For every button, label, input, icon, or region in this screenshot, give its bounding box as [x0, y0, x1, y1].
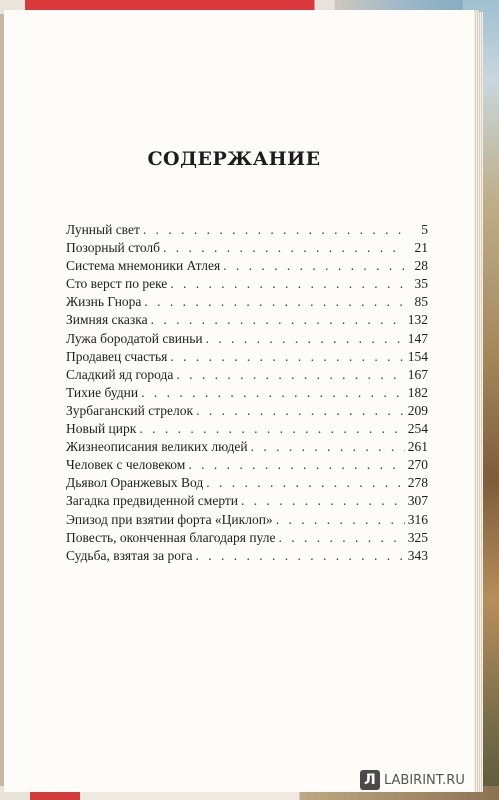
- toc-entry: [66, 222, 428, 240]
- toc-entry: [66, 439, 428, 457]
- toc-entry-page: 35: [414, 276, 428, 292]
- page-stack-edge: [474, 12, 483, 792]
- toc-dot-leader: [143, 222, 405, 238]
- toc-entry-title: Загадка предвиденной смерти: [66, 493, 239, 509]
- toc-entry-title: Дьявол Оранжевых Вод: [66, 475, 204, 491]
- toc-entry: [66, 385, 428, 403]
- toc-entry-title: Лунный свет: [66, 222, 140, 237]
- toc-entry: [66, 530, 428, 548]
- toc-entry-page: 132: [407, 312, 428, 328]
- toc-entry: [66, 349, 428, 367]
- toc-dot-leader: [206, 331, 405, 347]
- toc-entry-title: Тихие будни: [66, 384, 139, 400]
- labirint-logo-icon: [360, 770, 380, 790]
- toc-entry-title: Судьба, взятая за рога: [66, 547, 193, 563]
- toc-dot-leader: [163, 240, 405, 256]
- toc-entry: [66, 548, 428, 566]
- toc-entry-page: 307: [407, 493, 428, 509]
- toc-dot-leader: [170, 349, 404, 365]
- toc-dot-leader: [170, 276, 405, 292]
- toc-entry-page: 316: [407, 511, 428, 527]
- toc-dot-leader: [241, 493, 405, 509]
- toc-entry: [66, 512, 428, 530]
- toc-dot-leader: [151, 312, 405, 328]
- toc-entry-title: Лужа бородатой свиньи: [66, 330, 203, 346]
- toc-entry-title: Новый цирк: [66, 421, 137, 437]
- toc-entry: [66, 421, 428, 439]
- toc-entry: [66, 403, 428, 421]
- toc-entry-page: 28: [414, 258, 428, 274]
- toc-entry-title: Система мнемоники Атлея: [66, 258, 221, 274]
- toc-entry-page: 325: [407, 529, 428, 545]
- toc-entry: [66, 493, 428, 511]
- toc-entry-page: 21: [414, 240, 428, 256]
- table-of-contents: [66, 222, 428, 566]
- toc-entry-title: Повесть, оконченная благодаря пуле: [66, 529, 276, 545]
- toc-entry-title: Сто верст по реке: [66, 276, 168, 292]
- toc-dot-leader: [276, 512, 405, 528]
- toc-dot-leader: [206, 475, 405, 491]
- book-page: [4, 10, 474, 792]
- watermark-text: LABIRINT.RU: [384, 773, 465, 788]
- toc-entry-title: Сладкий яд города: [66, 366, 174, 382]
- toc-dot-leader: [196, 548, 405, 564]
- toc-entry-title: Эпизод при взятии форта «Циклоп»: [66, 511, 273, 527]
- toc-entry-page: 182: [407, 384, 428, 400]
- toc-entry-title: Зимняя сказка: [66, 312, 148, 328]
- toc-entry-title: Продавец счастья: [66, 348, 168, 364]
- toc-entry-page: 85: [414, 294, 428, 310]
- toc-entry-title: Жизнь Гнора: [66, 294, 142, 310]
- toc-dot-leader: [144, 294, 405, 310]
- toc-entry-title: Зурбаганский стрелок: [66, 402, 194, 418]
- toc-dot-leader: [278, 530, 404, 546]
- toc-entry-title: Жизнеописания великих людей: [66, 439, 248, 455]
- toc-entry-page: 270: [407, 457, 428, 473]
- toc-dot-leader: [196, 403, 405, 419]
- toc-entry: [66, 276, 428, 294]
- toc-dot-leader: [251, 439, 405, 455]
- toc-entry-page: 147: [407, 330, 428, 346]
- toc-dot-leader: [176, 367, 404, 383]
- toc-entry-page: 167: [407, 366, 428, 382]
- toc-dot-leader: [141, 385, 405, 401]
- toc-entry: [66, 457, 428, 475]
- toc-entry: [66, 258, 428, 276]
- toc-entry: [66, 294, 428, 312]
- toc-entry: [66, 240, 428, 258]
- toc-entry: [66, 312, 428, 330]
- toc-entry-page: 261: [407, 439, 428, 455]
- toc-dot-leader: [223, 258, 405, 274]
- toc-entry-page: 154: [407, 348, 428, 364]
- toc-entry-title: Человек с человеком: [66, 457, 186, 473]
- logo-letter: Л: [364, 772, 376, 788]
- page-title: СОДЕРЖАНИЕ: [147, 148, 321, 170]
- toc-dot-leader: [139, 421, 404, 437]
- toc-entry-page: 5: [421, 222, 428, 237]
- toc-dot-leader: [188, 457, 404, 473]
- toc-entry-page: 343: [407, 547, 428, 563]
- toc-entry-page: 209: [407, 402, 428, 418]
- toc-entry-title: Позорный столб: [66, 240, 161, 256]
- toc-entry: [66, 331, 428, 349]
- toc-entry: [66, 367, 428, 385]
- toc-entry-page: 254: [407, 421, 428, 437]
- toc-entry: [66, 475, 428, 493]
- toc-entry-page: 278: [407, 475, 428, 491]
